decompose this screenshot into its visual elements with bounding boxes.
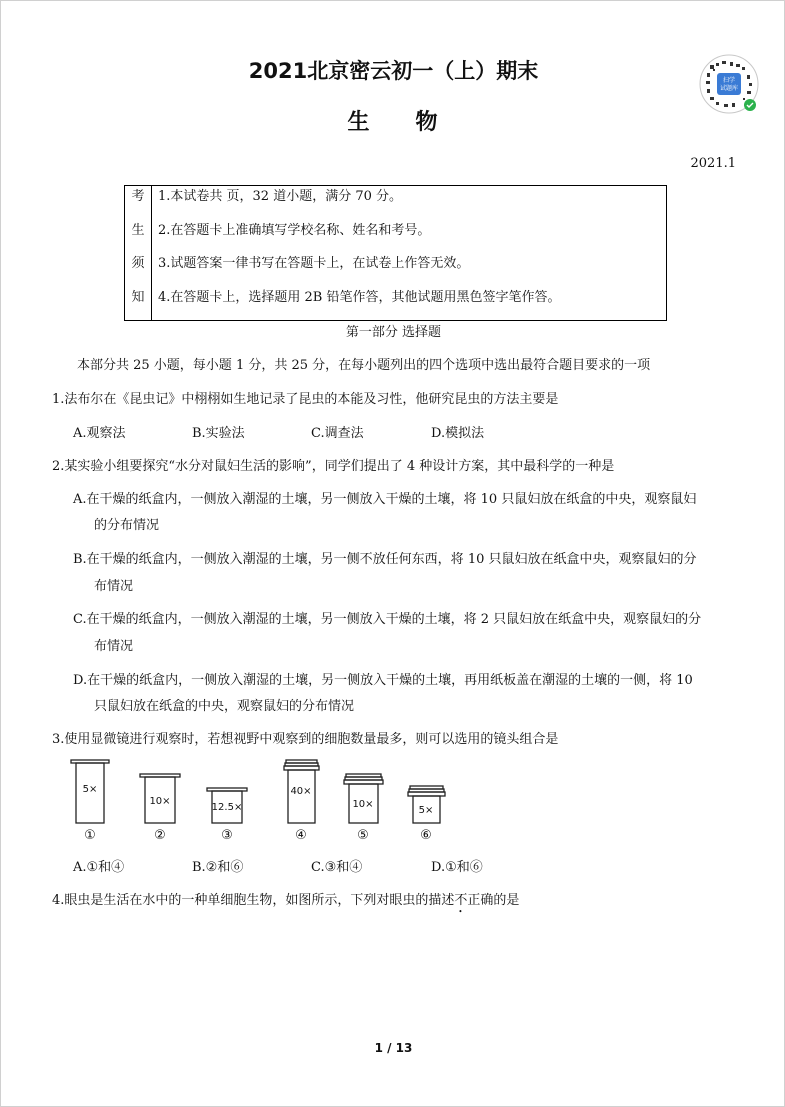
notice-rule-3: 3.试题答案一律书写在答题卡上，在试卷上作答无效。	[158, 256, 470, 271]
section-intro: 本部分共 25 小题，每小题 1 分，共 25 分，在每小题列出的四个选项中选出最符合题目要求的一项	[77, 358, 651, 373]
exam-date: 2021.1	[690, 156, 736, 171]
q2-option-d-line2: 只鼠妇放在纸盒的中央，观察鼠妇的分布情况	[94, 699, 355, 714]
lens-2-mag: 10×	[149, 796, 171, 807]
q3-option-a: A.①和④	[73, 860, 125, 875]
notice-rules	[152, 186, 667, 321]
qr-label-bottom: 试题库	[719, 85, 739, 92]
exam-title: 2021北京密云初一（上）期末	[248, 59, 539, 83]
q1-option-d: D.模拟法	[431, 426, 485, 441]
qr-label-top: 扫学	[722, 77, 736, 84]
q1-stem: 1.法布尔在《昆虫记》中栩栩如生地记录了昆虫的本能及习性，他研究昆虫的方法主要是	[52, 392, 559, 407]
notice-rule-4: 4.在答题卡上，选择题用 2B 铅笔作答，其他试题用黑色签字笔作答。	[158, 289, 561, 305]
lens-figure	[61, 758, 461, 850]
notice-side-label: 考 生 须 知	[125, 186, 152, 321]
lens-5-number: ⑤	[357, 828, 369, 843]
q4-stem: 4.眼虫是生活在水中的一种单细胞生物，如图所示，下列对眼虫的描述不正确的是	[52, 893, 520, 908]
q2-option-b-line2: 布情况	[94, 579, 134, 594]
notice-rule-2: 2.在答题卡上准确填写学校名称、姓名和考号。	[158, 222, 431, 238]
q2-option-a-line1: A.在干燥的纸盒内，一侧放入潮湿的土壤，另一侧放入干燥的土壤，将 10 只鼠妇放在纸盒的中央，观察鼠妇	[73, 492, 697, 507]
section-heading: 第一部分 选择题	[345, 325, 442, 340]
q2-option-b-line1: B.在干燥的纸盒内，一侧放入潮湿的土壤，另一侧不放任何东西，将 10 只鼠妇放在纸盒中央，观察鼠妇的分	[73, 552, 697, 567]
q3-option-b: B.②和⑥	[192, 860, 244, 875]
q2-stem: 2.某实验小组要探究“水分对鼠妇生活的影响”，同学们提出了 4 种设计方案，其中最科学的一种是	[52, 459, 615, 474]
qr-code-logo[interactable]	[698, 53, 760, 115]
lens-1-mag: 5×	[82, 784, 98, 795]
lens-4-mag: 40×	[290, 786, 312, 797]
exam-notice-box	[124, 185, 667, 321]
q3-option-c: C.③和④	[311, 860, 363, 875]
lens-3-number: ③	[221, 828, 233, 843]
lens-6-number: ⑥	[420, 828, 432, 843]
subject-title	[1, 105, 785, 136]
lens-2-number: ②	[154, 828, 166, 843]
page-number: 1 / 13	[374, 1041, 413, 1055]
lens-3-mag: 12.5×	[211, 802, 243, 813]
notice-rule-1: 1.本试卷共 页，32 道小题，满分 70 分。	[158, 189, 403, 204]
q4-emphasis: 不	[454, 893, 468, 908]
subject-char-1: 生	[347, 110, 372, 135]
q1-option-b: B.实验法	[192, 426, 245, 441]
q2-option-c-line2: 布情况	[94, 639, 134, 654]
lens-6-mag: 5×	[418, 805, 434, 816]
subject-char-2: 物	[415, 110, 440, 135]
lens-5-mag: 10×	[352, 799, 374, 810]
q3-option-d: D.①和⑥	[431, 860, 483, 875]
lens-1-number: ①	[84, 828, 96, 843]
q2-option-c-line1: C.在干燥的纸盒内，一侧放入潮湿的土壤，另一侧放入干燥的土壤，将 2 只鼠妇放在纸盒中央，观察鼠妇的分	[73, 612, 702, 627]
q2-option-a-line2: 的分布情况	[94, 518, 160, 533]
q1-option-c: C.调查法	[311, 426, 364, 441]
q1-option-a: A.观察法	[73, 426, 126, 441]
q3-stem: 3.使用显微镜进行观察时，若想视野中观察到的细胞数量最多，则可以选用的镜头组合是	[52, 732, 559, 747]
q2-option-d-line1: D.在干燥的纸盒内，一侧放入潮湿的土壤，另一侧放入干燥的土壤，再用纸板盖在潮湿的土壤的一侧，将 10	[73, 673, 693, 688]
lens-4-number: ④	[295, 828, 307, 843]
